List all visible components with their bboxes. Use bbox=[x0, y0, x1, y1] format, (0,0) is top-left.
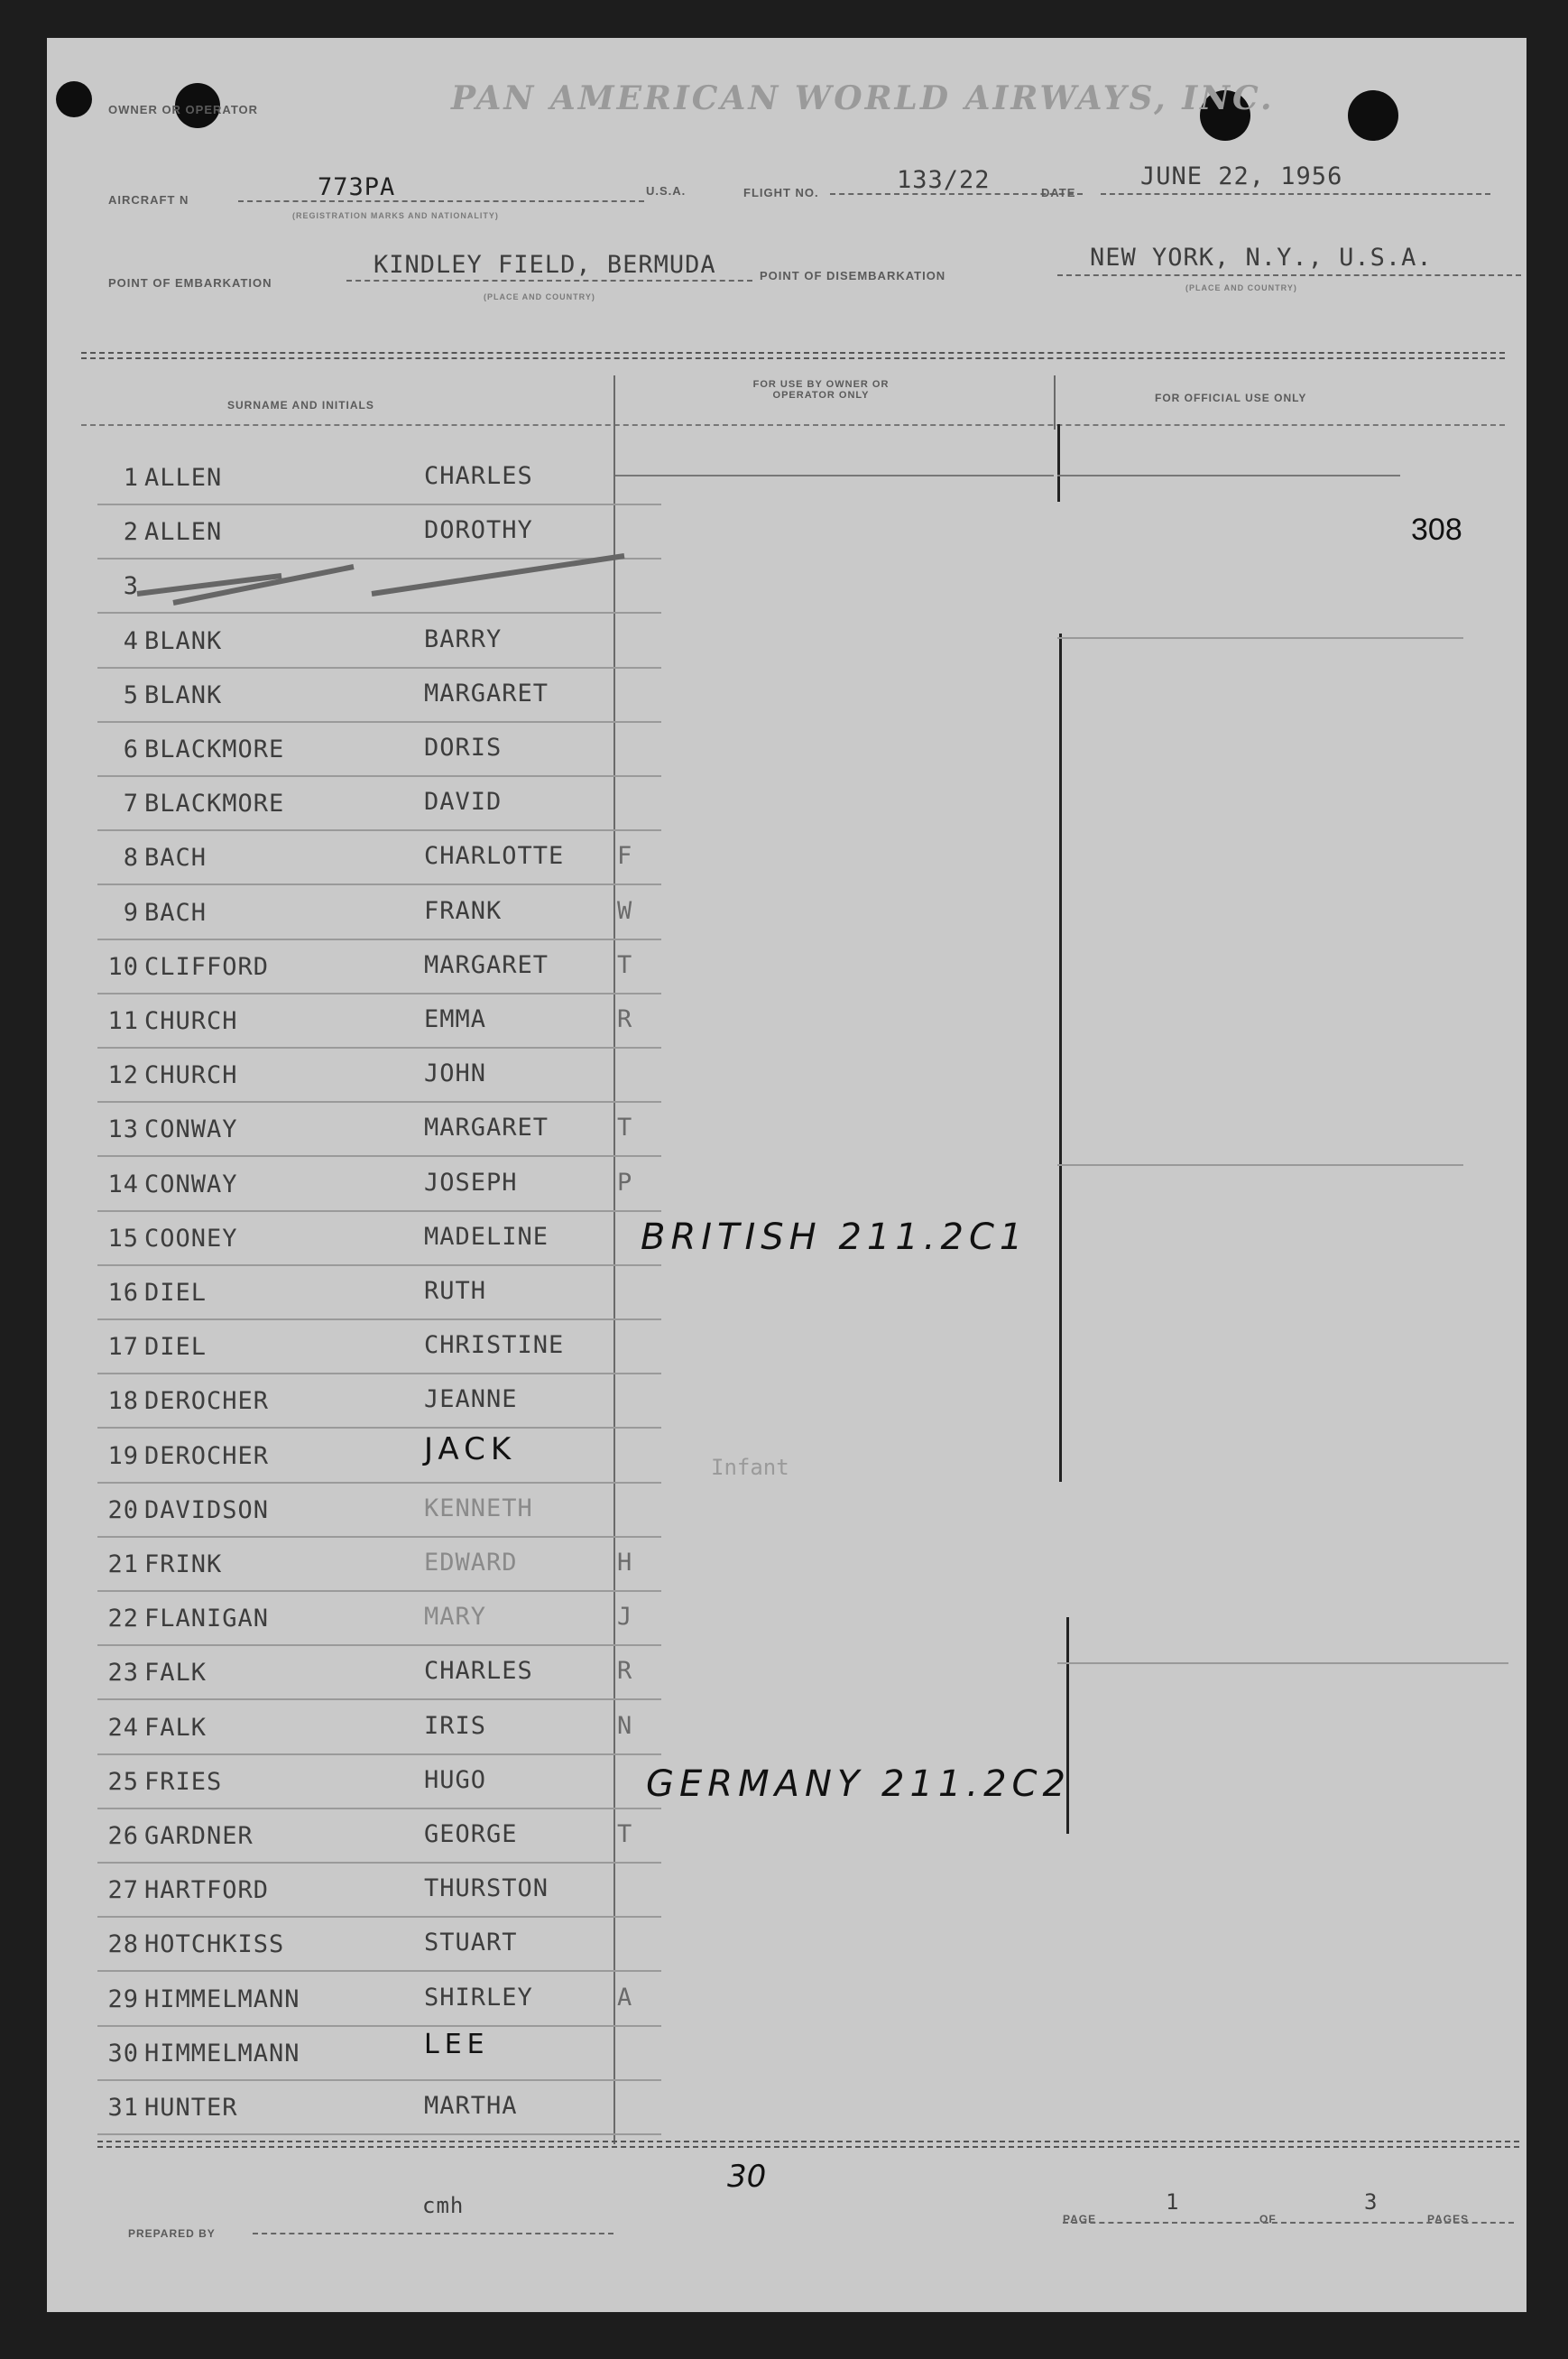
given-name: HUGO bbox=[424, 1765, 487, 1794]
row-number: 6 bbox=[123, 735, 139, 763]
flight-value: 133/22 bbox=[897, 166, 991, 194]
given-name: JACK bbox=[424, 1430, 517, 1467]
official-divider-a bbox=[1057, 424, 1060, 502]
row-number: 13 bbox=[107, 1115, 139, 1144]
table-row bbox=[97, 1699, 661, 1755]
punch-hole-right-2 bbox=[1348, 90, 1398, 141]
surname: DIEL bbox=[144, 1333, 208, 1362]
embark-sub: (PLACE AND COUNTRY) bbox=[484, 292, 595, 301]
page-value: 1 bbox=[1166, 2189, 1180, 2215]
middle-initial: W bbox=[617, 896, 633, 925]
surname: HIMMELMANN bbox=[144, 1984, 300, 2013]
date-value: JUNE 22, 1956 bbox=[1140, 162, 1343, 190]
table-row bbox=[97, 1318, 661, 1374]
row-number: 31 bbox=[107, 2094, 139, 2122]
surname: HARTFORD bbox=[144, 1876, 270, 1905]
row-number: 28 bbox=[107, 1930, 139, 1959]
row-number: 5 bbox=[123, 680, 139, 709]
table-row bbox=[97, 2025, 661, 2081]
col-header-official: FOR OFFICIAL USE ONLY bbox=[1155, 392, 1307, 404]
surname: FLANIGAN bbox=[144, 1605, 270, 1633]
manifest-sheet bbox=[47, 38, 1526, 2312]
disembark-line bbox=[1057, 274, 1521, 276]
prepared-label: PREPARED BY bbox=[128, 2227, 216, 2240]
surname: HUNTER bbox=[144, 2094, 238, 2122]
table-row bbox=[97, 1536, 661, 1592]
given-name: THURSTON bbox=[424, 1874, 549, 1903]
table-row bbox=[97, 1862, 661, 1918]
row-number: 24 bbox=[107, 1713, 139, 1742]
surname: DAVIDSON bbox=[144, 1495, 270, 1524]
surname: BLANK bbox=[144, 626, 223, 655]
given-name: MARTHA bbox=[424, 2092, 518, 2120]
surname: FALK bbox=[144, 1713, 208, 1742]
surname: CHURCH bbox=[144, 1061, 238, 1090]
owner-label: OWNER OR OPERATOR bbox=[108, 103, 259, 116]
given-name: JOSEPH bbox=[424, 1168, 518, 1197]
surname: BACH bbox=[144, 898, 208, 927]
given-name: CHARLOTTE bbox=[424, 842, 565, 871]
given-name: JOHN bbox=[424, 1059, 487, 1088]
given-name: MARGARET bbox=[424, 950, 549, 979]
table-row bbox=[97, 1047, 661, 1103]
of-label: OF bbox=[1259, 2213, 1277, 2225]
middle-initial: F bbox=[617, 842, 633, 871]
row-number: 11 bbox=[107, 1007, 139, 1035]
official-rule-2 bbox=[1057, 1164, 1463, 1166]
row-number: 7 bbox=[123, 790, 139, 819]
embark-value: KINDLEY FIELD, BERMUDA bbox=[374, 251, 716, 279]
table-row bbox=[97, 939, 661, 994]
surname: CONWAY bbox=[144, 1170, 238, 1198]
table-row bbox=[97, 1156, 661, 1212]
table-row bbox=[97, 449, 661, 505]
given-name: EMMA bbox=[424, 1005, 487, 1033]
table-row bbox=[97, 1373, 661, 1429]
note-british: BRITISH 211.2C1 bbox=[641, 1217, 1028, 1258]
table-row bbox=[97, 1644, 661, 1700]
table-row bbox=[97, 993, 661, 1049]
official-rule-3 bbox=[1057, 1662, 1508, 1664]
surname: FRIES bbox=[144, 1767, 223, 1796]
given-name: RUTH bbox=[424, 1277, 487, 1305]
page-line bbox=[1063, 2222, 1514, 2224]
prepared-value: cmh bbox=[422, 2193, 465, 2218]
given-name: MARY bbox=[424, 1603, 487, 1632]
punch-hole-left bbox=[56, 81, 92, 117]
airline-name: PAN AMERICAN WORLD AIRWAYS, INC. bbox=[451, 79, 1275, 117]
surname: BACH bbox=[144, 844, 208, 873]
surname: FRINK bbox=[144, 1550, 223, 1578]
middle-initial: T bbox=[617, 1114, 633, 1142]
of-value: 3 bbox=[1364, 2189, 1379, 2215]
date-line bbox=[1101, 193, 1490, 195]
middle-initial: R bbox=[617, 1005, 633, 1033]
col-divider-2 bbox=[1054, 375, 1056, 430]
prepared-line bbox=[253, 2233, 613, 2234]
surname: DEROCHER bbox=[144, 1387, 270, 1416]
surname: ALLEN bbox=[144, 464, 223, 492]
table-row bbox=[97, 1428, 661, 1484]
row-number: 8 bbox=[123, 844, 139, 873]
row-number: 16 bbox=[107, 1279, 139, 1307]
row-number: 25 bbox=[107, 1767, 139, 1796]
row-number: 15 bbox=[107, 1224, 139, 1253]
middle-initial: T bbox=[617, 1820, 633, 1848]
row-number: 26 bbox=[107, 1822, 139, 1850]
table-row bbox=[97, 1264, 661, 1320]
given-name: MARGARET bbox=[424, 679, 549, 708]
middle-initial: T bbox=[617, 950, 633, 979]
flight-label: FLIGHT NO. bbox=[743, 186, 819, 199]
pages-label: PAGES bbox=[1427, 2213, 1470, 2225]
official-divider-b bbox=[1059, 634, 1062, 1482]
aircraft-label: AIRCRAFT N bbox=[108, 193, 189, 207]
note-infant: Infant bbox=[711, 1455, 789, 1480]
table-row bbox=[97, 1210, 661, 1266]
middle-initial: H bbox=[617, 1549, 633, 1577]
given-name: MARGARET bbox=[424, 1114, 549, 1142]
middle-initial: N bbox=[617, 1711, 633, 1740]
given-name: IRIS bbox=[424, 1711, 487, 1740]
row-number: 22 bbox=[107, 1605, 139, 1633]
table-row bbox=[97, 829, 661, 885]
disembark-sub: (PLACE AND COUNTRY) bbox=[1185, 283, 1297, 292]
official-rule-1 bbox=[1057, 637, 1463, 639]
surname: BLANK bbox=[144, 680, 223, 709]
aircraft-sub: (REGISTRATION MARKS AND NATIONALITY) bbox=[292, 211, 499, 220]
note-germany: GERMANY 211.2C2 bbox=[646, 1763, 1071, 1805]
table-row bbox=[97, 2079, 661, 2135]
given-name: BARRY bbox=[424, 624, 503, 653]
table-row bbox=[97, 613, 661, 669]
row3-strikethrough bbox=[119, 549, 660, 612]
surname: HOTCHKISS bbox=[144, 1930, 285, 1959]
middle-initial: A bbox=[617, 1983, 633, 2012]
given-name: JEANNE bbox=[424, 1385, 518, 1414]
usa-label: U.S.A. bbox=[646, 184, 687, 198]
surname: BLACKMORE bbox=[144, 790, 285, 819]
table-row bbox=[97, 1753, 661, 1809]
surname: ALLEN bbox=[144, 518, 223, 547]
row-number: 29 bbox=[107, 1984, 139, 2013]
surname: CHURCH bbox=[144, 1007, 238, 1035]
row-number: 19 bbox=[107, 1441, 139, 1470]
given-name: MADELINE bbox=[424, 1222, 549, 1251]
surname: DIEL bbox=[144, 1279, 208, 1307]
surname: FALK bbox=[144, 1659, 208, 1688]
row-number: 4 bbox=[123, 626, 139, 655]
given-name: KENNETH bbox=[424, 1494, 533, 1522]
row-number: 12 bbox=[107, 1061, 139, 1090]
table-row bbox=[97, 884, 661, 940]
embark-line bbox=[346, 280, 752, 282]
aircraft-line bbox=[238, 200, 644, 202]
row-number: 3 bbox=[123, 572, 139, 601]
surname: CONWAY bbox=[144, 1115, 238, 1144]
row-number: 1 bbox=[123, 464, 139, 492]
row-number: 2 bbox=[123, 518, 139, 547]
table-top-rule bbox=[81, 352, 1505, 354]
table-row bbox=[97, 1101, 661, 1157]
owner-rule-1 bbox=[615, 475, 1054, 476]
surname: COONEY bbox=[144, 1224, 238, 1253]
given-name: LEE bbox=[424, 2028, 490, 2060]
surname: DEROCHER bbox=[144, 1441, 270, 1470]
aircraft-value: 773PA bbox=[318, 173, 396, 201]
table-row bbox=[97, 1808, 661, 1864]
disembark-label: POINT OF DISEMBARKATION bbox=[760, 269, 946, 282]
given-name: FRANK bbox=[424, 896, 503, 925]
row-number: 9 bbox=[123, 898, 139, 927]
row-number: 21 bbox=[107, 1550, 139, 1578]
row-number: 20 bbox=[107, 1495, 139, 1524]
table-row bbox=[97, 667, 661, 723]
table-row bbox=[97, 1971, 661, 2027]
surname: HIMMELMANN bbox=[144, 2039, 300, 2068]
header-rule bbox=[81, 424, 1505, 426]
given-name: CHARLES bbox=[424, 462, 533, 490]
middle-initial: R bbox=[617, 1657, 633, 1686]
surname: GARDNER bbox=[144, 1822, 254, 1850]
page-label: PAGE bbox=[1063, 2213, 1097, 2225]
row-number: 23 bbox=[107, 1659, 139, 1688]
given-name: DAVID bbox=[424, 788, 503, 817]
row-number: 30 bbox=[107, 2039, 139, 2068]
embark-label: POINT OF EMBARKATION bbox=[108, 276, 272, 290]
given-name: CHRISTINE bbox=[424, 1331, 565, 1360]
surname: BLACKMORE bbox=[144, 735, 285, 763]
col-header-owner: FOR USE BY OWNER OR OPERATOR ONLY bbox=[752, 379, 890, 401]
col-header-names: SURNAME AND INITIALS bbox=[227, 399, 374, 412]
row-number: 10 bbox=[107, 952, 139, 981]
side-number: 308 bbox=[1411, 513, 1462, 547]
row-number: 14 bbox=[107, 1170, 139, 1198]
row-number: 17 bbox=[107, 1333, 139, 1362]
given-name: SHIRLEY bbox=[424, 1983, 533, 2012]
row-number: 18 bbox=[107, 1387, 139, 1416]
row-number: 27 bbox=[107, 1876, 139, 1905]
middle-initial: P bbox=[617, 1168, 633, 1197]
table-row bbox=[97, 1916, 661, 1972]
date-label: DATE bbox=[1041, 186, 1076, 199]
surname: CLIFFORD bbox=[144, 952, 270, 981]
total-count: 30 bbox=[727, 2159, 767, 2195]
given-name: STUART bbox=[424, 1929, 518, 1957]
table-bottom-rule bbox=[97, 2141, 1519, 2142]
table-row bbox=[97, 1590, 661, 1646]
table-row bbox=[97, 1482, 661, 1538]
disembark-value: NEW YORK, N.Y., U.S.A. bbox=[1090, 244, 1433, 272]
middle-initial: J bbox=[617, 1603, 633, 1632]
given-name: GEORGE bbox=[424, 1820, 518, 1848]
table-top-rule-2 bbox=[81, 357, 1505, 359]
table-row bbox=[97, 721, 661, 777]
table-row bbox=[97, 775, 661, 831]
table-bottom-rule-2 bbox=[97, 2146, 1519, 2148]
given-name: DOROTHY bbox=[424, 516, 533, 545]
given-name: CHARLES bbox=[424, 1657, 533, 1686]
owner-rule-2 bbox=[1057, 475, 1400, 476]
given-name: DORIS bbox=[424, 734, 503, 762]
given-name: EDWARD bbox=[424, 1549, 518, 1577]
